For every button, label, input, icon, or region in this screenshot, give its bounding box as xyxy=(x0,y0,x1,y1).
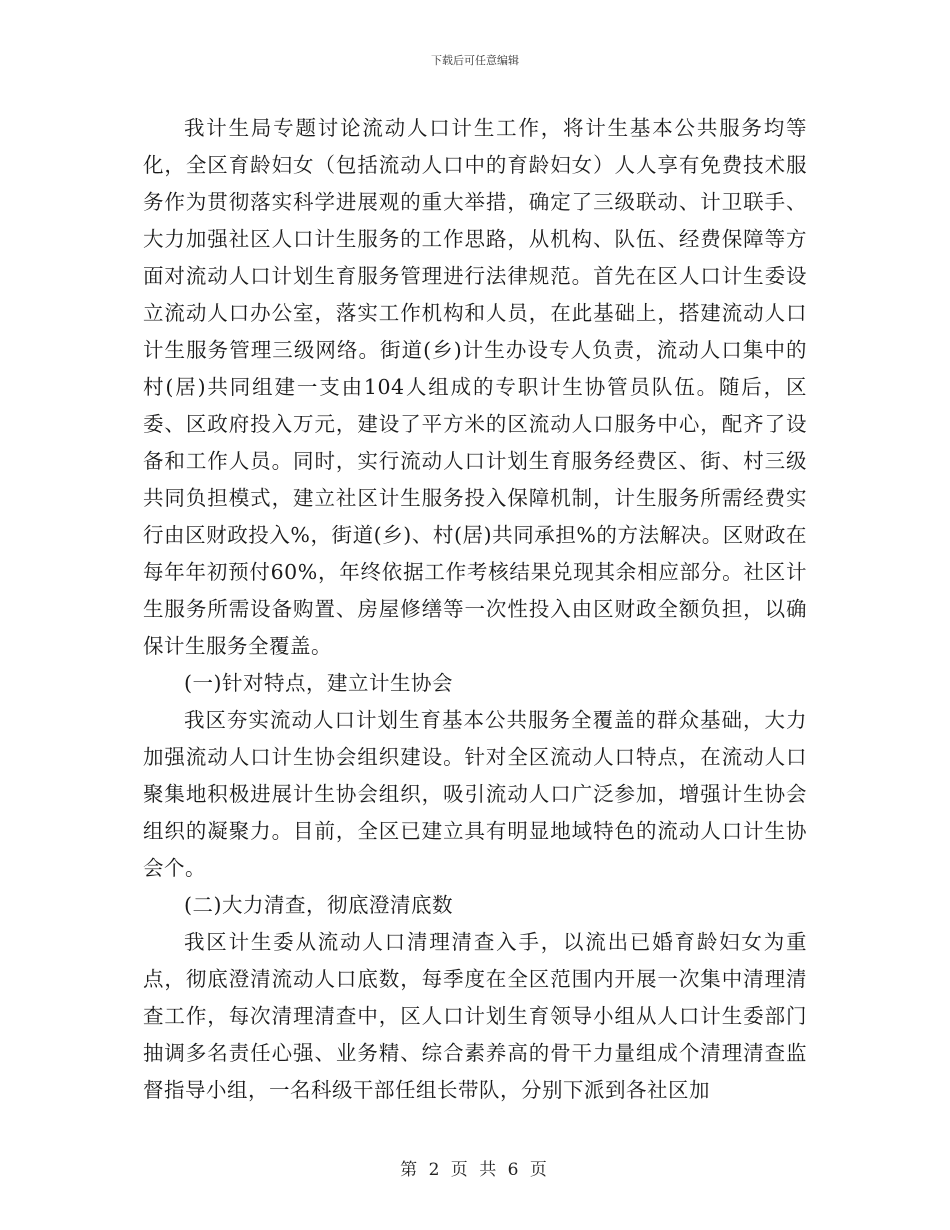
page-header: 下载后可任意编辑 xyxy=(431,54,519,67)
paragraph-section-2: 我区计生委从流动人口清理清查入手，以流出已婚育龄妇女为重点，彻底澄清流动人口底数，每季度在全区范围内开展一次集中清理清查工作，每次清理清查中，区人口计划生育领导小组从人口计生委部门抽调多名责任心强、业务精、综合素养高的骨干力量组成个清理清查监督指导小组，一名科级干部任组长带队，分别下派到各社区加 xyxy=(143,930,807,1102)
section-heading-1: (一)针对特点，建立计生协会 xyxy=(184,671,453,695)
section-heading-2: (二)大力清查，彻底澄清底数 xyxy=(184,893,453,917)
page-number: 第 2 页 共 6 页 xyxy=(400,1160,550,1180)
paragraph-section-1: 我区夯实流动人口计划生育基本公共服务全覆盖的群众基础，大力加强流动人口计生协会组织建设。针对全区流动人口特点，在流动人口聚集地积极进展计生协会组织，吸引流动人口广泛参加，增强计生协会组织的凝聚力。目前，全区已建立具有明显地域特色的流动人口计生协会个。 xyxy=(143,708,807,880)
paragraph-intro: 我计生局专题讨论流动人口计生工作，将计生基本公共服务均等化，全区育龄妇女（包括流动人口中的育龄妇女）人人享有免费技术服务作为贯彻落实科学进展观的重大举措，确定了三级联动、计卫联手、大力加强社区人口计生服务的工作思路，从机构、队伍、经费保障等方面对流动人口计划生育服务管理进行法律规范。首先在区人口计生委设立流动人口办公室，落实工作机构和人员，在此基础上，搭建流动人口计生服务管理三级网络。街道(乡)计生办设专人负责，流动人口集中的村(居)共同组建一支由104人组成的专职计生协管员队伍。随后，区委、区政府投入万元，建设了平方米的区流动人口服务中心，配齐了设备和工作人员。同时，实行流动人口计划生育服务经费区、街、村三级共同负担模式，建立社区计生服务投入保障机制，计生服务所需经费实行由区财政投入%，街道(乡)、村(居)共同承担%的方法解决。区财政在每年年初预付60%，年终依据工作考核结果兑现其余相应部分。社区计生服务所需设备购置、房屋修缮等一次性投入由区财政全额负担，以确保计生服务全覆盖。 xyxy=(143,116,807,658)
document-body xyxy=(143,110,807,1109)
